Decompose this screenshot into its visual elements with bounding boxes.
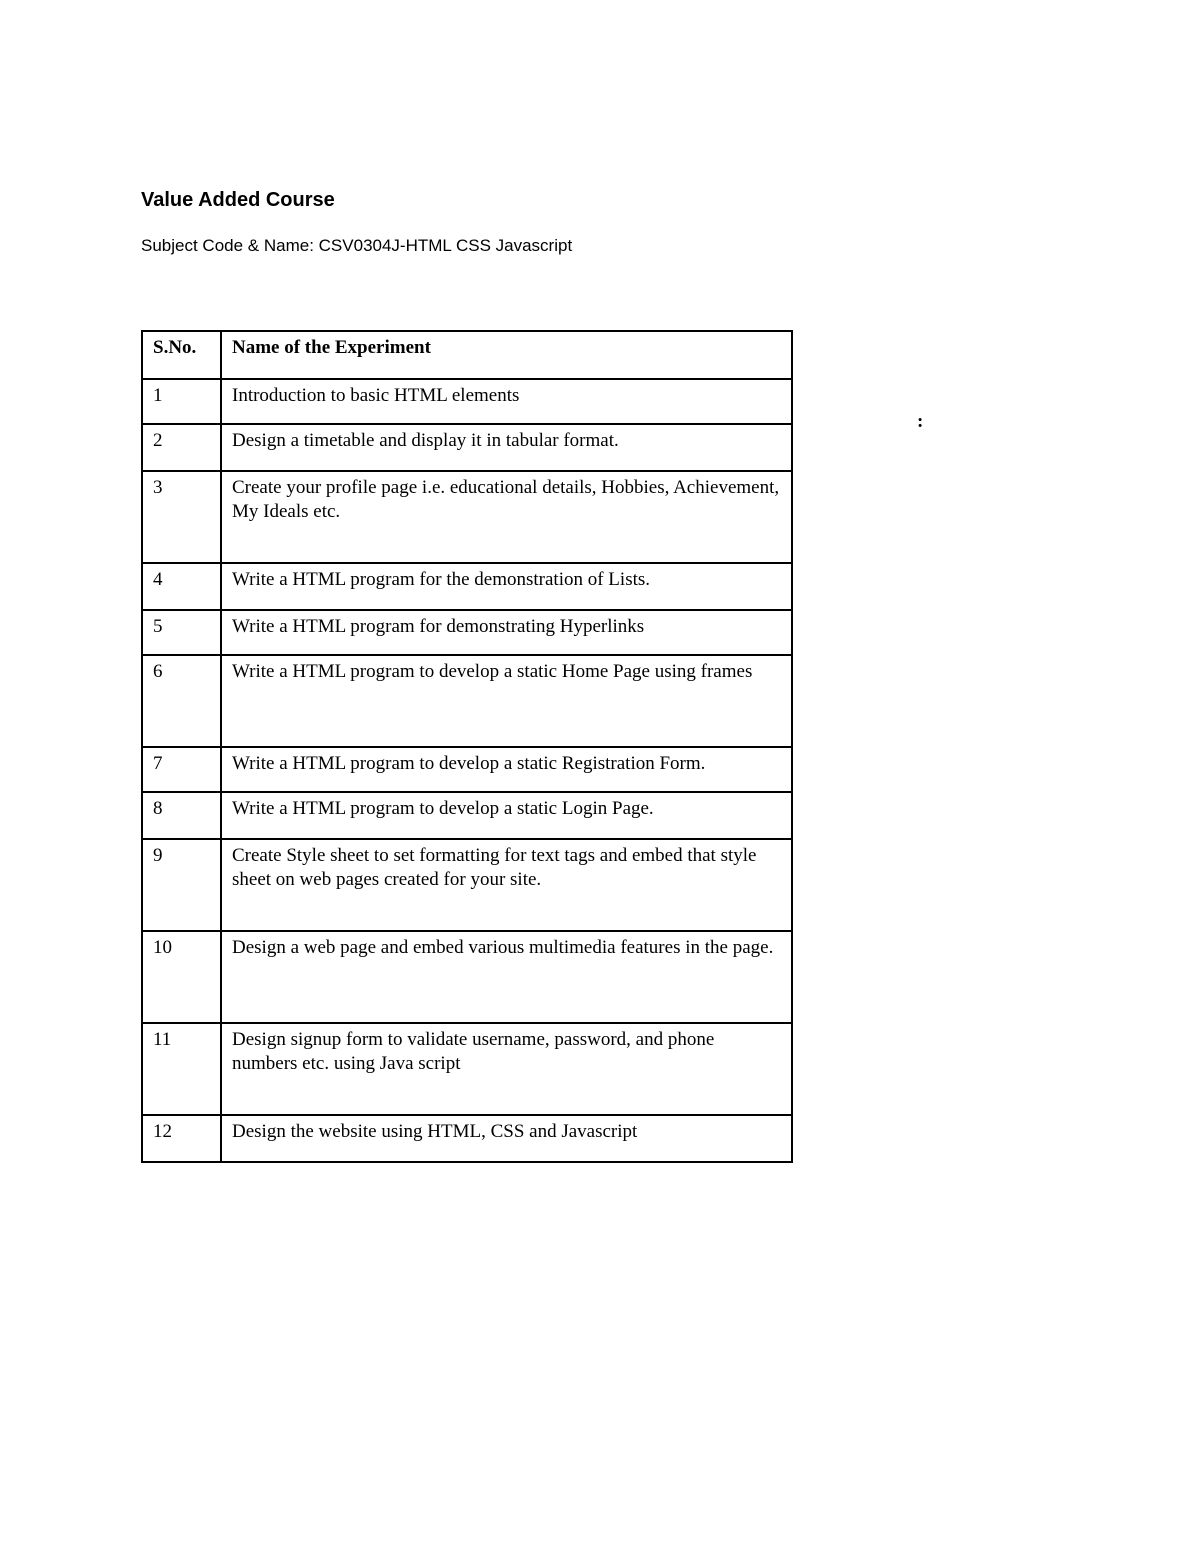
row-sno: 3 — [142, 471, 221, 563]
row-sno: 6 — [142, 655, 221, 747]
row-experiment-name: Design the website using HTML, CSS and Javascript — [221, 1115, 792, 1162]
row-experiment-name: Create your profile page i.e. educational details, Hobbies, Achievement, My Ideals etc. — [221, 471, 792, 563]
row-experiment-name: Design a web page and embed various multimedia features in the page. — [221, 931, 792, 1023]
table-row — [142, 424, 792, 471]
subject-label: Subject Code & Name: — [141, 236, 314, 255]
row-experiment-name: Create Style sheet to set formatting for text tags and embed that style sheet on web pages created for your site. — [221, 839, 792, 931]
row-experiment-name: Introduction to basic HTML elements — [221, 379, 792, 424]
row-experiment-name: Design a timetable and display it in tabular format. — [221, 424, 792, 471]
row-sno: 8 — [142, 792, 221, 839]
row-sno: 5 — [142, 610, 221, 655]
header-experiment-name: Name of the Experiment — [221, 331, 792, 379]
table-row — [142, 1115, 792, 1162]
table-row — [142, 563, 792, 610]
row-sno: 9 — [142, 839, 221, 931]
table-header-row — [142, 331, 792, 379]
stray-colon-mark: : — [917, 411, 924, 432]
header-sno: S.No. — [142, 331, 221, 379]
table-row — [142, 792, 792, 839]
subject-value: CSV0304J-HTML CSS Javascript — [318, 236, 573, 255]
row-sno: 10 — [142, 931, 221, 1023]
table-row — [142, 1023, 792, 1115]
row-sno: 11 — [142, 1023, 221, 1115]
table-row — [142, 839, 792, 931]
table-row — [142, 610, 792, 655]
table-row — [142, 655, 792, 747]
row-experiment-name: Design signup form to validate username, password, and phone numbers etc. using Java script — [221, 1023, 792, 1115]
experiments-table — [141, 330, 793, 1163]
table-row — [142, 471, 792, 563]
table-row — [142, 379, 792, 424]
document-title: Value Added Course — [141, 189, 335, 211]
subject-line — [141, 234, 572, 258]
row-sno: 7 — [142, 747, 221, 792]
row-sno: 1 — [142, 379, 221, 424]
row-experiment-name: Write a HTML program for demonstrating Hyperlinks — [221, 610, 792, 655]
table-row — [142, 747, 792, 792]
row-experiment-name: Write a HTML program to develop a static Registration Form. — [221, 747, 792, 792]
row-experiment-name: Write a HTML program for the demonstration of Lists. — [221, 563, 792, 610]
row-sno: 4 — [142, 563, 221, 610]
table-row — [142, 931, 792, 1023]
row-experiment-name: Write a HTML program to develop a static Login Page. — [221, 792, 792, 839]
row-experiment-name: Write a HTML program to develop a static Home Page using frames — [221, 655, 792, 747]
row-sno: 12 — [142, 1115, 221, 1162]
row-sno: 2 — [142, 424, 221, 471]
